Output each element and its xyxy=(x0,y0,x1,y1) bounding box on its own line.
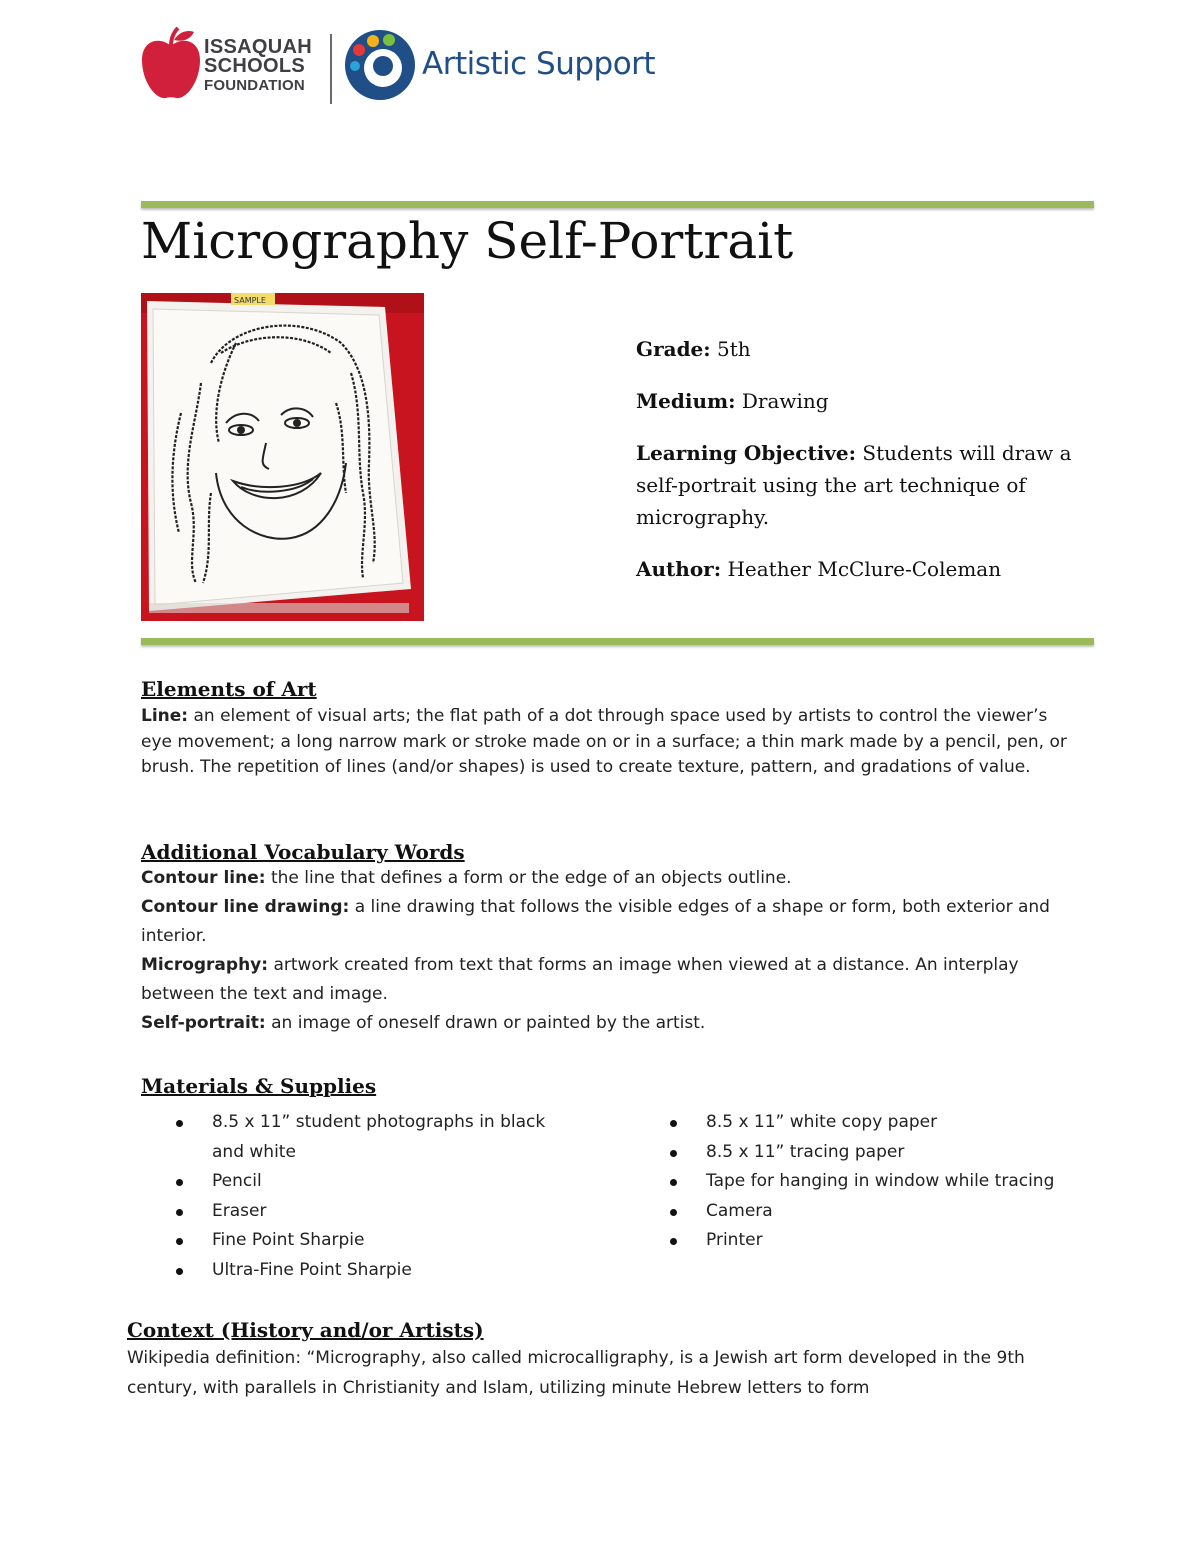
objective-value: Students will draw a self-portrait using the art technique of micrography. xyxy=(636,441,1072,529)
medium-line: Medium: Drawing xyxy=(636,389,829,413)
bullet-icon xyxy=(670,1150,677,1157)
materials-list-right xyxy=(635,1108,1055,1256)
list-item: 8.5 x 11” student photographs in black and white xyxy=(141,1108,551,1167)
list-item: Tape for hanging in window while tracing xyxy=(635,1167,1055,1197)
header-logos xyxy=(140,26,660,106)
vocab-item: Contour line drawing: a line drawing that follows the visible edges of a shape or form, both exterior and interior. xyxy=(141,897,1050,946)
context-heading: Context (History and/or Artists) xyxy=(127,1318,484,1342)
apple-logo-icon xyxy=(140,26,202,102)
list-item: Ultra-Fine Point Sharpie xyxy=(141,1256,551,1286)
author-line: Author: Heather McClure-Coleman xyxy=(636,557,1002,581)
vocab-item: Self-portrait: an image of oneself drawn or painted by the artist. xyxy=(141,1013,706,1033)
author-value: Heather McClure-Coleman xyxy=(727,557,1002,581)
bullet-icon xyxy=(670,1120,677,1127)
svg-text:SAMPLE: SAMPLE xyxy=(234,296,266,305)
program-name: Artistic Support xyxy=(422,46,656,82)
bullet-icon xyxy=(670,1179,677,1186)
bullet-icon xyxy=(176,1238,183,1245)
materials-heading: Materials & Supplies xyxy=(141,1074,377,1098)
artistic-support-palette-icon xyxy=(343,28,417,102)
bullet-icon xyxy=(176,1209,183,1216)
vocabulary-section xyxy=(141,840,1071,1038)
medium-value: Drawing xyxy=(741,389,829,413)
list-item: 8.5 x 11” white copy paper xyxy=(635,1108,1055,1138)
page-title: Micrography Self-Portrait xyxy=(141,212,794,270)
list-item: Fine Point Sharpie xyxy=(141,1226,551,1256)
grade-line: Grade: 5th xyxy=(636,337,751,361)
elements-of-art-section xyxy=(141,677,1081,781)
context-text: Wikipedia definition: “Micrography, also called microcalligraphy, is a Jewish art form developed in the 9th century, with parallels in Christianity and Islam, utilizing minute Hebrew letters to form xyxy=(127,1348,1025,1398)
materials-section xyxy=(141,1074,1081,1280)
grade-value: 5th xyxy=(717,337,751,361)
vocabulary-heading: Additional Vocabulary Words xyxy=(141,840,465,864)
bottom-divider xyxy=(141,638,1094,645)
bullet-icon xyxy=(670,1209,677,1216)
logo-divider xyxy=(330,34,332,104)
bullet-icon xyxy=(176,1179,183,1186)
materials-list-left xyxy=(141,1108,551,1285)
context-section xyxy=(127,1318,1077,1403)
list-item: Camera xyxy=(635,1197,1055,1227)
top-divider xyxy=(141,201,1094,208)
elements-heading: Elements of Art xyxy=(141,677,317,701)
vocab-item: Micrography: artwork created from text that forms an image when viewed at a distance. An interplay between the text and image. xyxy=(141,955,1019,1004)
line-definition: Line: an element of visual arts; the flat path of a dot through space used by artists to control the viewer’s eye movement; a long narrow mark or stroke made on or in a surface; a thin mark made by a pencil, pen, or brush. The repetition of lines (and/or shapes) is used to create texture, pattern, and gradations of value. xyxy=(141,706,1067,777)
bullet-icon xyxy=(670,1238,677,1245)
list-item: 8.5 x 11” tracing paper xyxy=(635,1138,1055,1168)
foundation-wordmark: ISSAQUAH SCHOOLS FOUNDATION xyxy=(204,36,312,94)
objective-line: Learning Objective: Students will draw a self-portrait using the art technique of micrography. xyxy=(636,441,1072,529)
bullet-icon xyxy=(176,1268,183,1275)
lesson-info xyxy=(636,333,1076,605)
vocab-item: Contour line: the line that defines a form or the edge of an objects outline. xyxy=(141,868,792,888)
list-item: Printer xyxy=(635,1226,1055,1256)
list-item: Eraser xyxy=(141,1197,551,1227)
bullet-icon xyxy=(176,1120,183,1127)
list-item: Pencil xyxy=(141,1167,551,1197)
sample-portrait-image xyxy=(141,293,424,621)
